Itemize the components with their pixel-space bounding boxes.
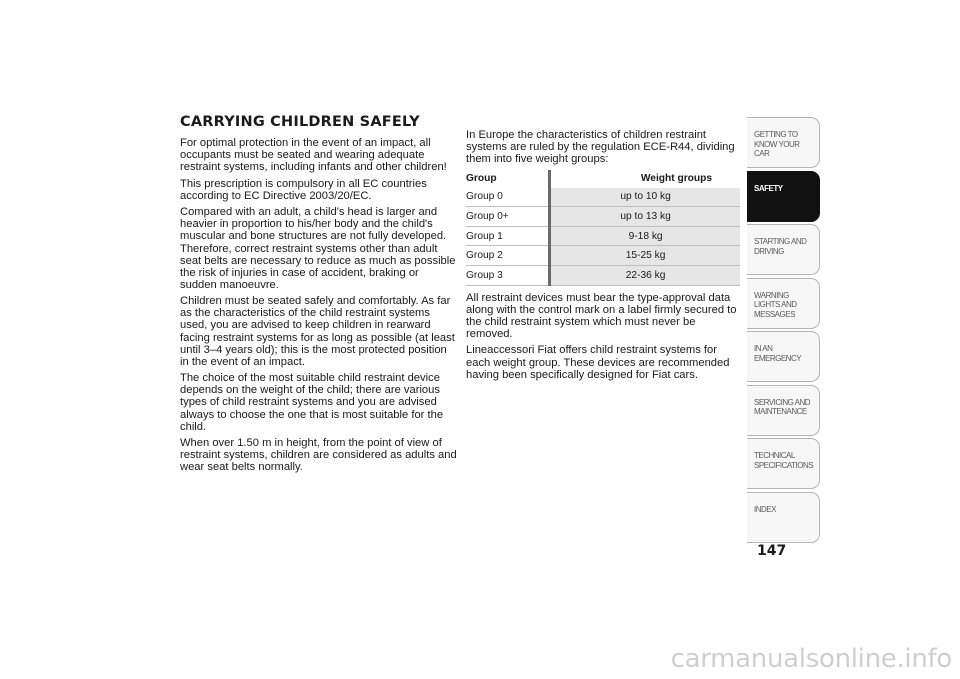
paragraph: When over 1.50 m in height, from the point of view of restraint systems, children are considered as adults and wear seat belts normally. (180, 437, 457, 474)
left-column (180, 113, 458, 478)
cell-weight: up to 10 kg (550, 188, 740, 207)
tab-safety[interactable]: SAFETY (747, 171, 820, 222)
paragraph: The choice of the most suitable child restraint device depends on the weight of the child; there are various types of child restraint systems and you are advised always to choose the one that is most suitable for the child. (180, 372, 444, 433)
cell-group: Group 0+ (466, 207, 550, 227)
table-row (466, 188, 740, 207)
right-column (466, 129, 742, 385)
tab-servicing-and-maintenance[interactable]: SERVICING AND MAINTENANCE (747, 385, 820, 436)
table-row (466, 226, 740, 246)
tab-in-an-emergency[interactable]: IN AN EMERGENCY (747, 331, 820, 382)
tab-starting-and-driving[interactable]: STARTING AND DRIVING (747, 224, 820, 275)
cell-weight: 9-18 kg (550, 226, 740, 246)
cell-weight: up to 13 kg (550, 207, 740, 227)
paragraph: Lineaccessori Fiat offers child restraint systems for each weight group. These devices are recommended having been specifically designed for Fiat cars. (466, 344, 730, 381)
page-number: 147 (757, 543, 787, 559)
cell-group: Group 1 (466, 226, 550, 246)
tab-getting-to-know-your-car[interactable]: GETTING TO KNOW YOUR CAR (747, 117, 820, 168)
cell-group: Group 2 (466, 246, 550, 266)
header-group: Group (466, 173, 497, 185)
section-title: CARRYING CHILDREN SAFELY (180, 114, 420, 130)
table-row (466, 266, 740, 286)
tab-technical-specifications[interactable]: TECHNICAL SPECIFICATIONS (747, 438, 820, 489)
paragraph: For optimal protection in the event of an impact, all occupants must be seated and wearing adequate restraint systems, including infants and other children! (180, 137, 447, 174)
chapter-tabs (747, 117, 820, 545)
weight-groups-table (466, 170, 740, 286)
table-row (466, 246, 740, 266)
cell-group: Group 3 (466, 266, 550, 286)
table-row (466, 207, 740, 227)
watermark: carmanualsonline.info (670, 644, 952, 674)
tab-warning-lights-and-messages[interactable]: WARNING LIGHTS AND MESSAGES (747, 278, 820, 329)
cell-weight: 22-36 kg (550, 266, 740, 286)
cell-group: Group 0 (466, 188, 550, 207)
tab-index[interactable]: INDEX (747, 492, 820, 543)
header-weight-groups: Weight groups (550, 170, 740, 188)
table-header-row (466, 170, 740, 188)
paragraph: All restraint devices must bear the type-approval data along with the control mark on a label firmly secured to the child restraint system which must never be removed. (466, 291, 737, 340)
paragraph: Compared with an adult, a child's head is larger and heavier in proportion to his/her body and the child's muscular and bone structures are not fully developed. Therefore, correct restraint systems other than adult seat belts are necessary to reduce as much as possible the risk of injuries in case of accident, braking or sudden manoeuvre. (180, 206, 456, 291)
paragraph: Children must be seated safely and comfortably. As far as the characteristics of the child restraint systems used, you are advised to keep children in rearward facing restraint systems for as long as possible (at least until 3–4 years old); this is the most protected position in the event of an impact. (180, 295, 455, 368)
intro-paragraph: In Europe the characteristics of children restraint systems are ruled by the regulation ECE-R44, dividing them into five weight groups: (466, 129, 735, 166)
paragraph: This prescription is compulsory in all EC countries according to EC Directive 2003/20/EC. (180, 177, 427, 202)
cell-weight: 15-25 kg (550, 246, 740, 266)
